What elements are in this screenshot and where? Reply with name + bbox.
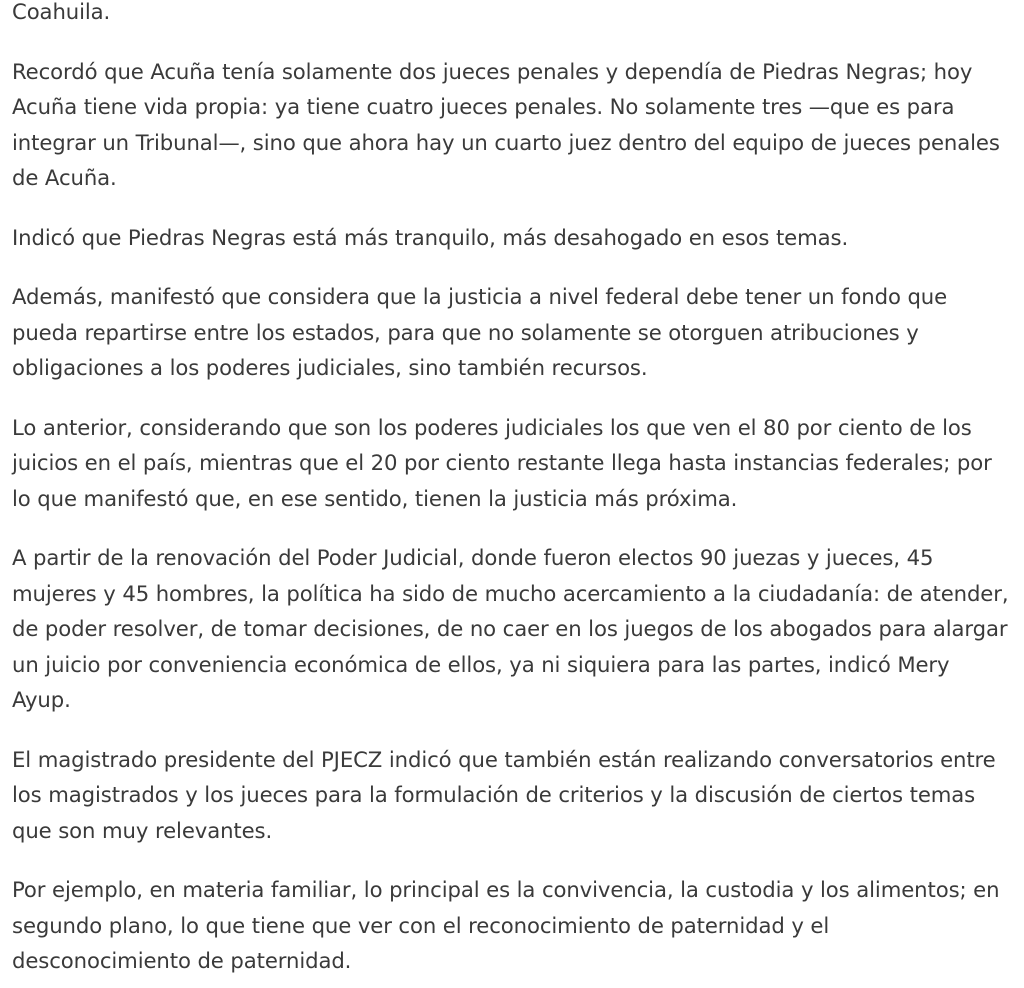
paragraph-percentages: Lo anterior, considerando que son los poderes judiciales los que ven el 80 por ciento de los juicios en el país, mientras que el 20 por ciento restante llega hasta instancias federales; por lo que manifestó que, en ese sentido, tienen la justicia más próxima. xyxy=(12,414,992,511)
paragraph-acuna-judges: Recordó que Acuña tenía solamente dos jueces penales y dependía de Piedras Negras; hoy Acuña tiene vida propia: ya tiene cuatro jueces penales. No solamente tres —que es para integrar un Tribunal—, sino que ahora hay un cuarto juez dentro del equipo de jueces penales de Acuña. xyxy=(12,58,1000,190)
article-body xyxy=(12,0,1012,979)
paragraph-conversatorios: El magistrado presidente del PJECZ indicó que también están realizando conversatorios entre los magistrados y los jueces para la formulación de criterios y la discusión de ciertos temas que son muy relevantes. xyxy=(12,746,996,843)
paragraph-federal-fund: Además, manifestó que considera que la justicia a nivel federal debe tener un fondo que pueda repartirse entre los estados, para que no solamente se otorguen atribuciones y obligaciones a los poderes judiciales, sino también recursos. xyxy=(12,284,948,380)
paragraph-renovation: A partir de la renovación del Poder Judicial, donde fueron electos 90 juezas y jueces, 45 mujeres y 45 hombres, la política ha sido de mucho acercamiento a la ciudadanía: de atender, de poder resolver, de tomar decisiones, de no caer en los juegos de los abogados para alargar un juicio por conveniencia económica de ellos, ya ni siquiera para las partes, indicó Mery Ayup. xyxy=(12,545,1009,712)
paragraph-family-matters: Por ejemplo, en materia familiar, lo principal es la convivencia, la custodia y los alimentos; en segundo plano, lo que tiene que ver con el reconocimiento de paternidad y el desconocimiento de paternidad. xyxy=(12,877,1000,973)
paragraph-piedras-negras: Indicó que Piedras Negras está más tranquilo, más desahogado en esos temas. xyxy=(12,224,849,250)
paragraph-coahuila: Coahuila. xyxy=(12,0,111,24)
